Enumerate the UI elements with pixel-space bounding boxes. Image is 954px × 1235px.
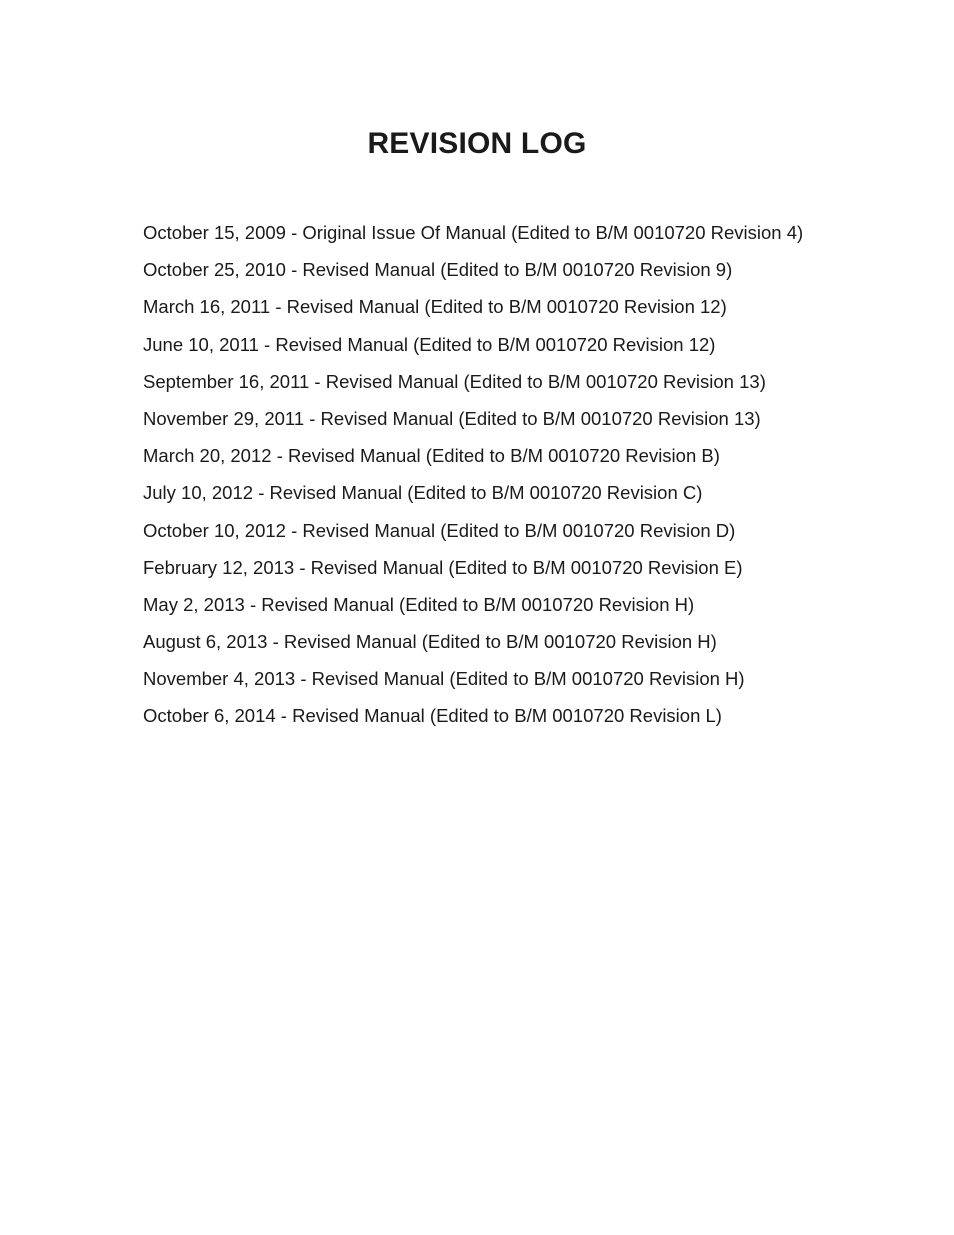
revision-log-entry: September 16, 2011 - Revised Manual (Edited to B/M 0010720 Revision 13) [143,370,766,392]
revision-log-list [143,214,933,735]
revision-log-entry: October 15, 2009 - Original Issue Of Manual (Edited to B/M 0010720 Revision 4) [143,222,804,243]
revision-log-entry: August 6, 2013 - Revised Manual (Edited to B/M 0010720 Revision H) [143,631,717,653]
revision-log-entry: October 10, 2012 - Revised Manual (Edited to B/M 0010720 Revision D) [143,519,736,541]
revision-log-entry: March 20, 2012 - Revised Manual (Edited to B/M 0010720 Revision B) [143,445,720,467]
revision-log-entry: May 2, 2013 - Revised Manual (Edited to B/M 0010720 Revision H) [143,593,695,615]
page-title: REVISION LOG [367,127,587,160]
revision-log-entry: June 10, 2011 - Revised Manual (Edited to B/M 0010720 Revision 12) [143,333,716,355]
revision-log-entry: November 4, 2013 - Revised Manual (Edited to B/M 0010720 Revision H) [143,668,745,690]
revision-log-entry: November 29, 2011 - Revised Manual (Edited to B/M 0010720 Revision 13) [143,407,761,429]
revision-log-entry: July 10, 2012 - Revised Manual (Edited to B/M 0010720 Revision C) [143,482,703,504]
revision-log-entry: October 25, 2010 - Revised Manual (Edited to B/M 0010720 Revision 9) [143,259,733,281]
revision-log-entry: March 16, 2011 - Revised Manual (Edited to B/M 0010720 Revision 12) [143,296,727,318]
revision-log-entry: October 6, 2014 - Revised Manual (Edited to B/M 0010720 Revision L) [143,705,722,727]
revision-log-entry: February 12, 2013 - Revised Manual (Edited to B/M 0010720 Revision E) [143,556,743,578]
